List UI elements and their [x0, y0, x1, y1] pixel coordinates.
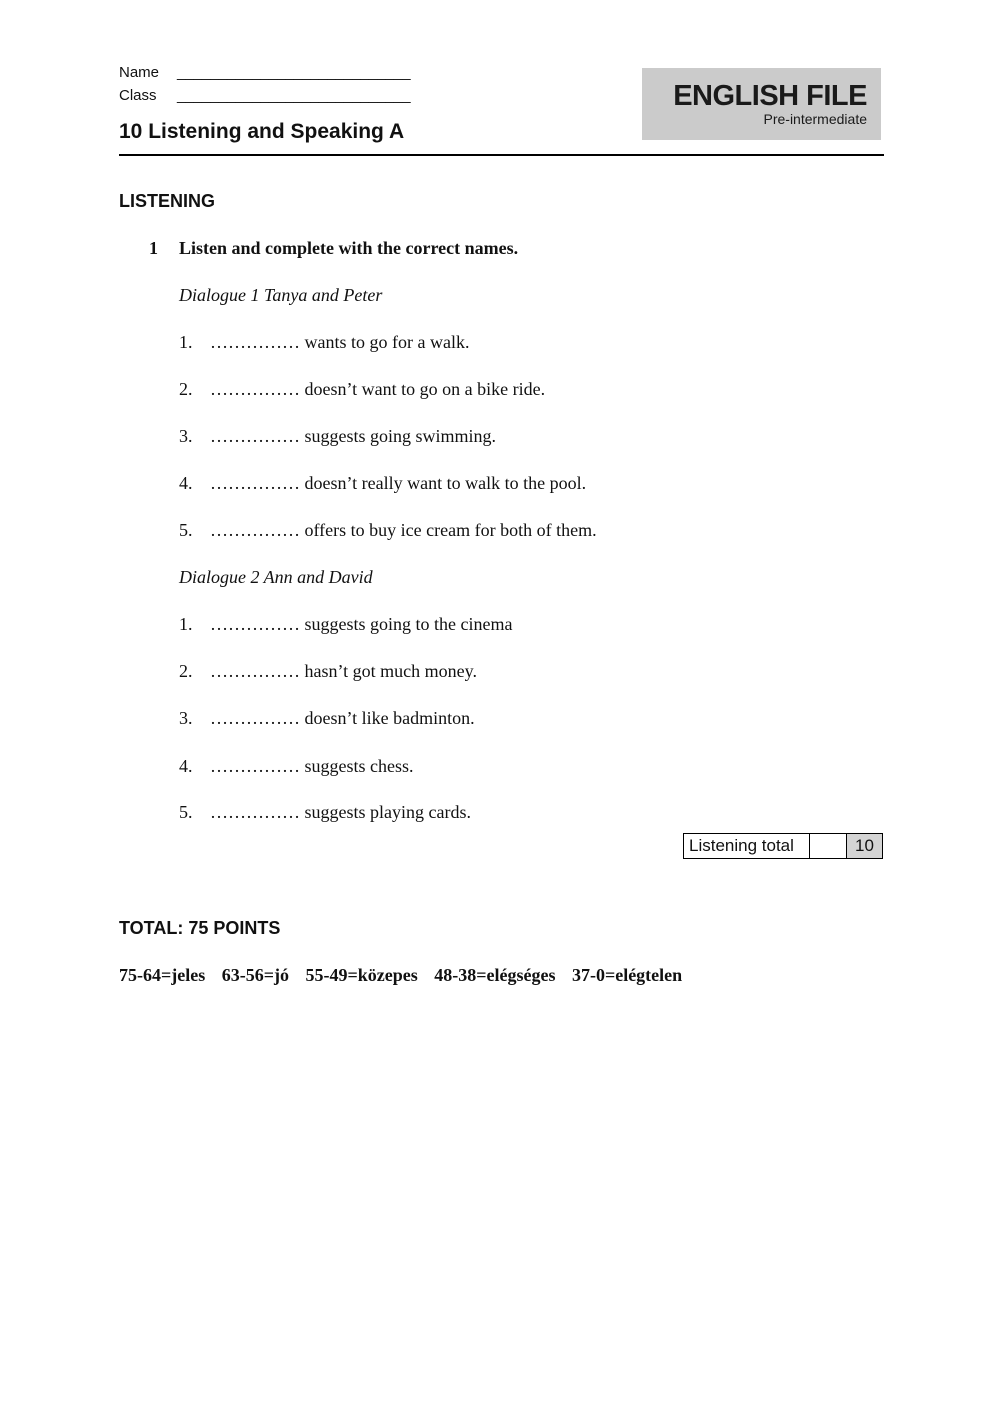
- grade-elegtelen: 37-0=elégtelen: [571, 965, 683, 985]
- grade-scale: [119, 965, 694, 986]
- dialogue-1-title: Dialogue 1 Tanya and Peter: [179, 285, 383, 305]
- answer-blank[interactable]: ……………: [210, 379, 300, 399]
- task-number: 1: [149, 238, 158, 258]
- page-title: 10 Listening and Speaking A: [119, 120, 405, 143]
- item-number: 1.: [179, 614, 193, 634]
- score-max: 10: [847, 834, 882, 858]
- answer-blank[interactable]: ……………: [210, 661, 300, 681]
- item-number: 1.: [179, 332, 193, 352]
- item-text: suggests chess.: [304, 756, 414, 776]
- header-divider: [119, 154, 884, 156]
- list-item: [179, 473, 586, 494]
- item-text: wants to go for a walk.: [304, 332, 470, 352]
- answer-blank[interactable]: ……………: [210, 426, 300, 446]
- answer-blank[interactable]: ……………: [210, 756, 300, 776]
- grade-elegseges: 48-38=elégséges: [434, 965, 556, 985]
- total-heading: TOTAL: 75 POINTS: [119, 918, 281, 938]
- list-item: [179, 426, 496, 447]
- item-text: suggests playing cards.: [304, 802, 471, 822]
- name-field[interactable]: ____________________________: [177, 64, 411, 81]
- answer-blank[interactable]: ……………: [210, 520, 300, 540]
- grade-jeles: 75-64=jeles: [119, 965, 206, 985]
- task-instruction: Listen and complete with the correct names.: [179, 238, 519, 258]
- list-item: [179, 661, 477, 682]
- item-text: doesn’t want to go on a bike ride.: [304, 379, 546, 399]
- answer-blank[interactable]: ……………: [210, 802, 300, 822]
- item-number: 5.: [179, 520, 193, 540]
- grade-jo: 63-56=jó: [221, 965, 289, 985]
- list-item: [179, 332, 469, 353]
- item-text: suggests going swimming.: [304, 426, 497, 446]
- logo-sub-text: Pre-intermediate: [763, 111, 867, 127]
- item-number: 2.: [179, 379, 193, 399]
- listening-heading: LISTENING: [119, 191, 216, 211]
- item-number: 5.: [179, 802, 193, 822]
- name-label: Name: [119, 64, 160, 81]
- item-number: 3.: [179, 708, 193, 728]
- item-text: offers to buy ice cream for both of them.: [304, 520, 597, 540]
- answer-blank[interactable]: ……………: [210, 332, 300, 352]
- item-number: 2.: [179, 661, 193, 681]
- item-text: doesn’t like badminton.: [304, 708, 475, 728]
- grade-kozepes: 55-49=közepes: [305, 965, 418, 985]
- score-label: Listening total: [684, 834, 810, 858]
- item-text: suggests going to the cinema: [304, 614, 513, 634]
- item-text: doesn’t really want to walk to the pool.: [304, 473, 587, 493]
- class-field[interactable]: ____________________________: [177, 87, 411, 104]
- list-item: [179, 614, 512, 635]
- score-input-cell[interactable]: [810, 834, 847, 858]
- answer-blank[interactable]: ……………: [210, 473, 300, 493]
- list-item: [179, 379, 545, 400]
- answer-blank[interactable]: ……………: [210, 614, 300, 634]
- item-number: 4.: [179, 756, 193, 776]
- class-label: Class: [119, 87, 157, 104]
- item-text: hasn’t got much money.: [304, 661, 477, 681]
- list-item: [179, 520, 597, 541]
- item-number: 3.: [179, 426, 193, 446]
- listening-score-box: [683, 833, 883, 859]
- english-file-logo: [642, 68, 881, 140]
- answer-blank[interactable]: ……………: [210, 708, 300, 728]
- dialogue-2-title: Dialogue 2 Ann and David: [179, 567, 373, 587]
- logo-main-text: ENGLISH FILE: [673, 80, 867, 112]
- item-number: 4.: [179, 473, 193, 493]
- list-item: [179, 802, 471, 823]
- list-item: [179, 708, 475, 729]
- list-item: [179, 756, 414, 777]
